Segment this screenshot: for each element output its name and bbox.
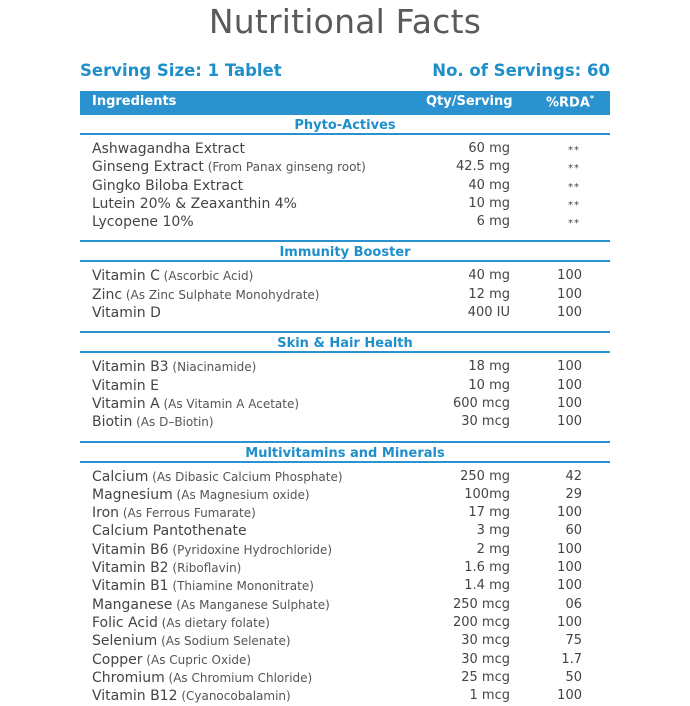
- ingredient-source: (As Cupric Oxide): [142, 652, 252, 667]
- table-row: [80, 214, 610, 232]
- ingredient-qty: 1.6 mg: [464, 560, 510, 576]
- table-row: [80, 633, 610, 651]
- table-row: [80, 378, 610, 396]
- ingredient-qty: 200 mcg: [452, 614, 510, 630]
- ingredient-source: (As D–Biotin): [132, 415, 214, 430]
- ingredient-qty: 3 mg: [476, 523, 510, 539]
- ingredient-source: (Ascorbic Acid): [159, 269, 254, 284]
- section-title: Skin & Hair Health: [80, 331, 610, 353]
- section-title: Multivitamins and Minerals: [80, 441, 610, 463]
- ingredient-rda: 100: [557, 560, 582, 576]
- ingredient-name: Vitamin E: [92, 377, 159, 394]
- ingredient-qty: 10 mg: [468, 195, 510, 211]
- ingredient-name: Vitamin B3 (Niacinamide): [92, 359, 257, 376]
- ingredient-name: Vitamin C (Ascorbic Acid): [92, 268, 254, 285]
- table-row: [80, 178, 610, 196]
- ingredient-source: (Thiamine Mononitrate): [168, 579, 314, 594]
- table-row: [80, 670, 610, 688]
- ingredient-rda: 100: [557, 578, 582, 594]
- serving-info: [80, 61, 610, 83]
- page-title: Nutritional Facts: [208, 2, 482, 41]
- ingredient-name: Ginseng Extract (From Panax ginseng root): [92, 159, 366, 176]
- ingredient-qty: 40 mg: [468, 177, 510, 193]
- ingredient-name: Vitamin A (As Vitamin A Acetate): [92, 395, 300, 412]
- ingredient-qty: 30 mcg: [461, 633, 510, 649]
- section: [80, 240, 610, 331]
- table-row: [80, 652, 610, 670]
- ingredient-name: Chromium (As Chromium Chloride): [92, 669, 313, 686]
- ingredient-name: Iron (As Ferrous Fumarate): [92, 505, 256, 522]
- table-row: [80, 268, 610, 286]
- ingredient-name: Manganese (As Manganese Sulphate): [92, 596, 330, 613]
- ingredient-qty: 42.5 mg: [456, 159, 510, 175]
- table-row: [80, 196, 610, 214]
- ingredient-rda: 100: [557, 505, 582, 521]
- table-header: [80, 91, 610, 113]
- ingredient-rda: 60: [565, 523, 582, 539]
- ingredient-name: Biotin (As D–Biotin): [92, 414, 214, 431]
- ingredient-name: Vitamin B12 (Cyanocobalamin): [92, 688, 291, 705]
- table-row: [80, 597, 610, 615]
- table-row: [80, 287, 610, 305]
- ingredient-qty: 250 mcg: [452, 596, 510, 612]
- ingredient-rda: 100: [557, 305, 582, 321]
- serving-size: Serving Size: 1 Tablet: [80, 61, 282, 80]
- table-row: [80, 396, 610, 414]
- ingredient-name: Lycopene 10%: [92, 214, 194, 231]
- ingredient-rda: 100: [557, 286, 582, 302]
- ingredient-source: (As Dibasic Calcium Phosphate): [148, 469, 343, 484]
- ingredient-rda: 100: [557, 688, 582, 704]
- ingredient-name: Calcium (As Dibasic Calcium Phosphate): [92, 468, 343, 485]
- table-row: [80, 523, 610, 541]
- ingredient-source: (Pyridoxine Hydrochloride): [168, 542, 333, 557]
- table-row: [80, 141, 610, 159]
- ingredient-rda: 100: [557, 414, 582, 430]
- table-row: [80, 578, 610, 596]
- ingredient-source: (As Magnesium oxide): [172, 487, 310, 502]
- ingredient-qty: 2 mg: [476, 541, 510, 557]
- sections-container: [80, 113, 610, 706]
- ingredient-rda: 100: [557, 268, 582, 284]
- ingredient-qty: 1.4 mg: [464, 578, 510, 594]
- ingredient-source: (As Chromium Chloride): [164, 670, 313, 685]
- ingredient-qty: 25 mcg: [461, 669, 510, 685]
- table-row: [80, 560, 610, 578]
- section: [80, 113, 610, 240]
- table-row: [80, 542, 610, 560]
- ingredient-rda: 100: [557, 541, 582, 557]
- ingredient-name: Vitamin B6 (Pyridoxine Hydrochloride): [92, 541, 333, 558]
- ingredient-rda: 100: [557, 395, 582, 411]
- header-ingredients: Ingredients: [92, 94, 177, 109]
- ingredient-qty: 30 mcg: [461, 414, 510, 430]
- ingredient-rda: 100: [557, 377, 582, 393]
- ingredient-name: Vitamin B2 (Riboflavin): [92, 560, 242, 577]
- ingredient-rda: 29: [565, 486, 582, 502]
- ingredient-source: (Cyanocobalamin): [177, 689, 291, 704]
- ingredient-qty: 1 mcg: [469, 688, 510, 704]
- ingredient-qty: 18 mg: [468, 359, 510, 375]
- ingredient-qty: 6 mg: [476, 214, 510, 230]
- ingredient-source: (As dietary folate): [157, 615, 270, 630]
- ingredient-rda: 50: [565, 669, 582, 685]
- header-rda: %RDA*: [546, 94, 595, 111]
- ingredient-source: (Riboflavin): [168, 561, 242, 576]
- ingredient-qty: 40 mg: [468, 268, 510, 284]
- ingredient-rda: **: [568, 145, 580, 156]
- ingredient-source: (Niacinamide): [168, 360, 257, 375]
- table-row: [80, 469, 610, 487]
- nutrition-table: [80, 91, 610, 706]
- ingredient-qty: 600 mcg: [452, 395, 510, 411]
- ingredient-source: (As Vitamin A Acetate): [159, 396, 300, 411]
- ingredient-name: Magnesium (As Magnesium oxide): [92, 486, 310, 503]
- ingredient-qty: 10 mg: [468, 377, 510, 393]
- table-row: [80, 305, 610, 323]
- ingredient-source: (From Panax ginseng root): [203, 160, 366, 175]
- ingredient-qty: 12 mg: [468, 286, 510, 302]
- ingredient-source: (As Ferrous Fumarate): [119, 506, 256, 521]
- ingredient-name: Vitamin D: [92, 305, 161, 322]
- ingredient-rda: 1.7: [561, 651, 582, 667]
- section: [80, 331, 610, 440]
- ingredient-source: (As Zinc Sulphate Monohydrate): [122, 287, 320, 302]
- table-row: [80, 688, 610, 706]
- ingredient-rda: 100: [557, 359, 582, 375]
- ingredient-rda: **: [568, 199, 580, 211]
- table-row: [80, 505, 610, 523]
- ingredient-name: Vitamin B1 (Thiamine Mononitrate): [92, 578, 314, 595]
- table-row: [80, 359, 610, 377]
- header-qty: Qty/Serving: [426, 94, 513, 109]
- ingredient-name: Zinc (As Zinc Sulphate Monohydrate): [92, 286, 320, 303]
- ingredient-qty: 17 mg: [468, 505, 510, 521]
- ingredient-qty: 400 IU: [467, 305, 510, 321]
- ingredient-qty: 60 mg: [468, 141, 510, 156]
- ingredient-qty: 250 mg: [460, 468, 510, 484]
- ingredient-name: Calcium Pantothenate: [92, 523, 247, 540]
- ingredient-rda: 06: [565, 596, 582, 612]
- ingredient-name: Folic Acid (As dietary folate): [92, 614, 270, 631]
- ingredient-qty: 30 mcg: [461, 651, 510, 667]
- ingredient-rda: 42: [565, 468, 582, 484]
- section-title: Immunity Booster: [80, 240, 610, 262]
- ingredient-rda: 100: [557, 614, 582, 630]
- ingredient-source: (As Manganese Sulphate): [172, 597, 330, 612]
- ingredient-qty: 100mg: [464, 486, 510, 502]
- ingredient-name: Ashwagandha Extract: [92, 141, 246, 157]
- section-title: Phyto-Actives: [80, 113, 610, 135]
- ingredient-name: Selenium (As Sodium Selenate): [92, 633, 291, 650]
- table-row: [80, 414, 610, 432]
- ingredient-rda: **: [568, 218, 580, 230]
- table-row: [80, 159, 610, 177]
- table-row: [80, 487, 610, 505]
- ingredient-name: Gingko Biloba Extract: [92, 177, 244, 194]
- table-row: [80, 615, 610, 633]
- servings-count: No. of Servings: 60: [432, 61, 610, 80]
- ingredient-rda: **: [568, 163, 580, 175]
- ingredient-name: Lutein 20% & Zeaxanthin 4%: [92, 195, 297, 212]
- ingredient-name: Copper (As Cupric Oxide): [92, 651, 252, 668]
- ingredient-source: (As Sodium Selenate): [157, 634, 291, 649]
- ingredient-rda: **: [568, 181, 580, 193]
- ingredient-rda: 75: [565, 633, 582, 649]
- section: [80, 441, 610, 706]
